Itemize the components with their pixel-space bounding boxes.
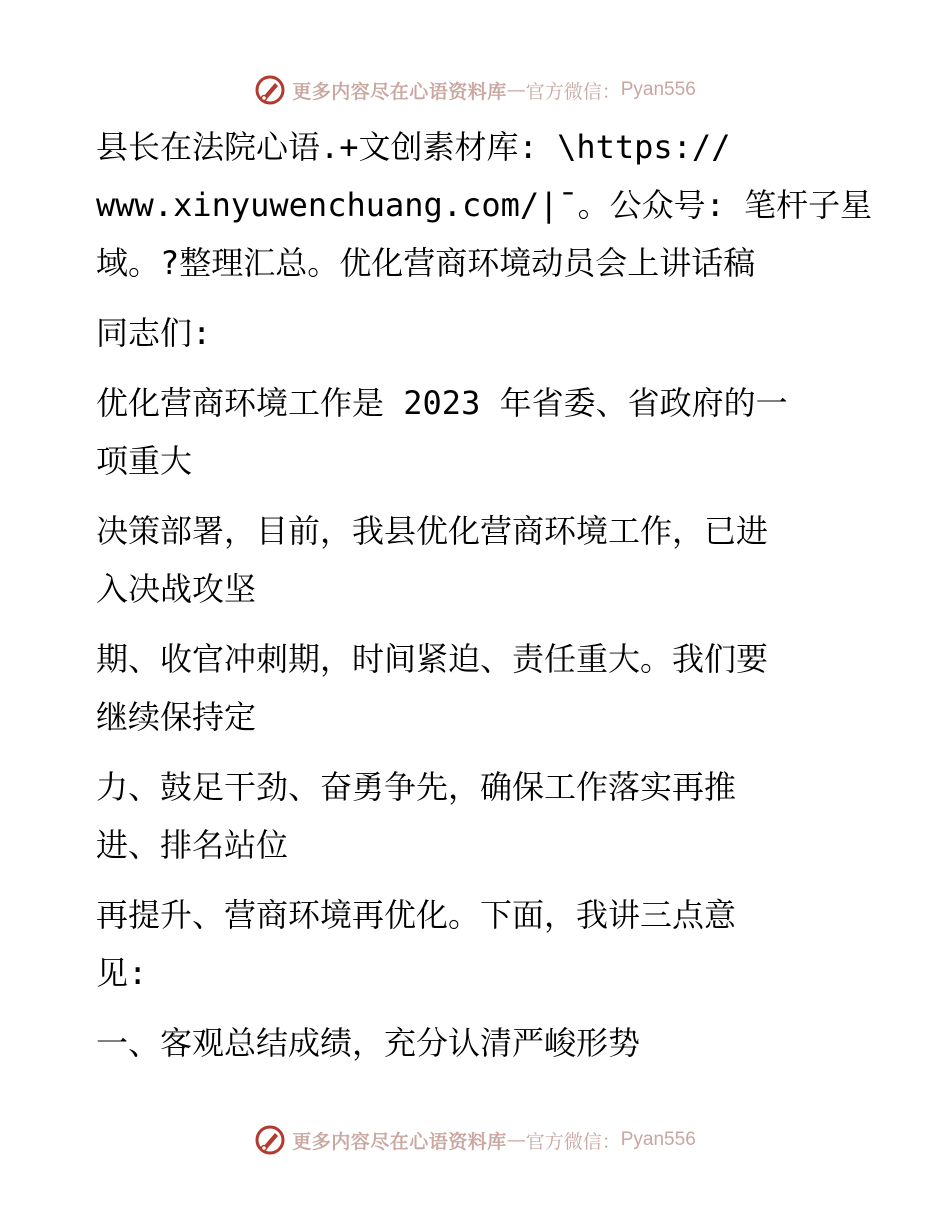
header-paragraph xyxy=(96,118,873,292)
banner-wechat-id: Pyan556 xyxy=(620,79,696,100)
banner-separator: — xyxy=(506,1129,526,1151)
paragraph-4 xyxy=(96,758,836,874)
paragraph-line: 入决战攻坚 xyxy=(96,570,257,608)
paragraph-5 xyxy=(96,886,836,1002)
pen-logo-icon xyxy=(254,74,286,106)
banner-separator: — xyxy=(506,79,526,101)
banner-wechat-id: Pyan556 xyxy=(620,1129,696,1150)
paragraph-line: 进、排名站位 xyxy=(96,826,289,864)
section-heading xyxy=(96,1014,836,1072)
paragraph-line: 再提升、营商环境再优化。下面，我讲三点意 xyxy=(96,896,737,934)
paragraph-line: 见: xyxy=(96,954,148,992)
paragraph-line: 力、鼓足干劲、奋勇争先，确保工作落实再推 xyxy=(96,768,737,806)
greeting-line: 同志们: xyxy=(96,314,212,352)
paragraph-2 xyxy=(96,502,836,618)
banner-site-text: 更多内容尽在心语资料库 xyxy=(292,80,507,103)
paragraph-1 xyxy=(96,374,836,490)
banner-site-text: 更多内容尽在心语资料库 xyxy=(292,1130,507,1153)
document-body xyxy=(96,118,873,1072)
footer-banner[interactable] xyxy=(0,1120,950,1160)
paragraph-3 xyxy=(96,630,836,746)
paragraph-line: 决策部署，目前，我县优化营商环境工作，已进 xyxy=(96,512,769,550)
banner-wechat-label: 官方微信： xyxy=(525,80,621,103)
paragraph-line: 优化营商环境工作是 2023 年省委、省政府的一 xyxy=(96,384,788,422)
greeting xyxy=(96,304,836,362)
paragraph-line: 期、收官冲刺期，时间紧迫、责任重大。我们要 xyxy=(96,640,769,678)
section-heading-line: 一、客观总结成绩，充分认清严峻形势 xyxy=(96,1024,641,1062)
header-line: www.xinyuwenchuang.com/|¯。公众号: 笔杆子星 xyxy=(96,186,873,224)
header-banner[interactable] xyxy=(0,70,950,110)
paragraph-line: 继续保持定 xyxy=(96,698,257,736)
pen-logo-icon xyxy=(254,1124,286,1156)
banner-wechat-label: 官方微信： xyxy=(525,1130,621,1153)
header-line: 域。?整理汇总。优化营商环境动员会上讲话稿 xyxy=(96,244,756,282)
header-line: 县长在法院心语.+文创素材库: \https:// xyxy=(96,128,731,166)
paragraph-line: 项重大 xyxy=(96,442,193,480)
